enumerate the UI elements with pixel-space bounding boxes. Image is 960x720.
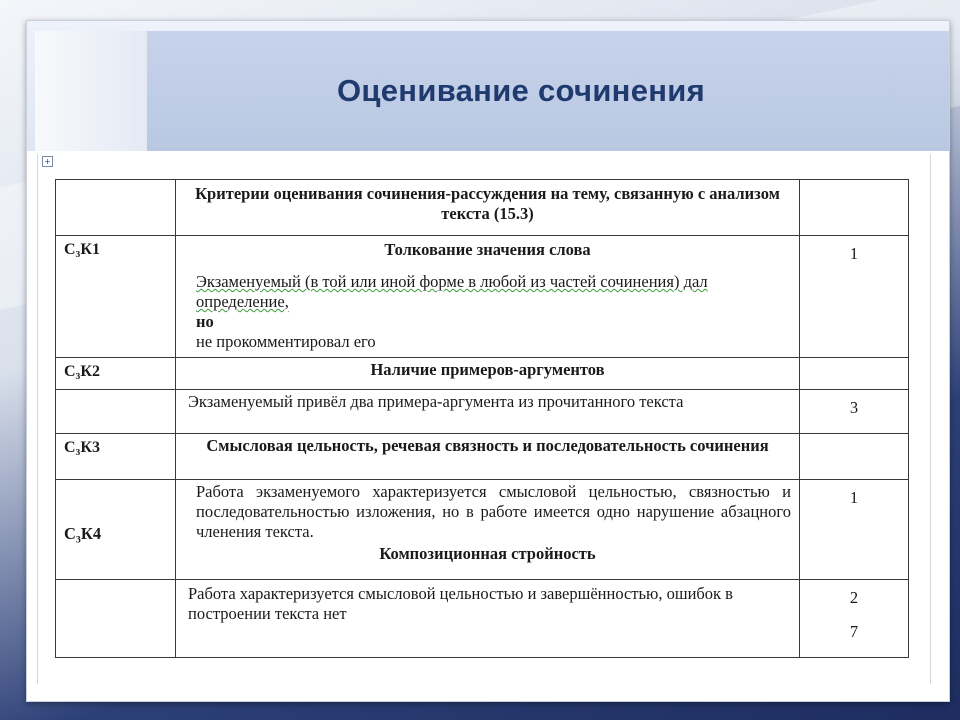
page-title: Оценивание сочинения bbox=[337, 73, 706, 108]
criterion-cell bbox=[176, 236, 800, 358]
criterion-score-cell bbox=[800, 580, 909, 658]
table-cell bbox=[56, 180, 176, 236]
slide-frame bbox=[26, 20, 950, 702]
criterion-description: Экзаменуемый (в той или иной форме в любой из частей сочинения) дал определение, bbox=[196, 272, 708, 311]
criterion-description: Работа экзаменуемого характеризуется смысловой цельностью, связностью и последовательностью изложения, но в работе имеется одно нарушение абзацного членения текста. bbox=[196, 482, 791, 541]
criterion-score: 1 bbox=[800, 480, 909, 580]
table-row bbox=[56, 434, 909, 480]
table-row bbox=[56, 580, 909, 658]
criteria-table bbox=[55, 179, 909, 658]
document-area bbox=[37, 154, 931, 684]
table-row bbox=[56, 390, 909, 434]
criterion-code: С₃К2 bbox=[56, 358, 176, 390]
table-header: Критерии оценивания сочинения-рассуждения на тему, связанную с анализом текста (15.3) bbox=[176, 180, 800, 236]
criterion-title: Смысловая цельность, речевая связность и последовательность сочинения bbox=[176, 434, 800, 480]
criterion-description-line: но bbox=[196, 312, 214, 331]
criterion-cell bbox=[176, 480, 800, 580]
table-cell bbox=[56, 480, 176, 580]
criterion-code: С₃К4 bbox=[64, 524, 102, 543]
criterion-code: С₃К1 bbox=[56, 236, 176, 358]
total-score: 7 bbox=[849, 622, 859, 641]
table-cell bbox=[56, 390, 176, 434]
criterion-code: С₃К3 bbox=[56, 434, 176, 480]
criterion-score: 3 bbox=[800, 390, 909, 434]
title-band bbox=[27, 21, 949, 151]
table-cell bbox=[800, 180, 909, 236]
criterion-score: 2 bbox=[849, 588, 859, 607]
criterion-description: Экзаменуемый привёл два примера-аргумента из прочитанного текста bbox=[176, 390, 800, 434]
criterion-score: 1 bbox=[800, 236, 909, 358]
table-row bbox=[56, 480, 909, 580]
criterion-description: Работа характеризуется смысловой цельностью и завершённостью, ошибок в построении текста нет bbox=[176, 580, 800, 658]
title-band-left bbox=[35, 31, 147, 151]
table-row bbox=[56, 358, 909, 390]
criterion-title: Наличие примеров-аргументов bbox=[176, 358, 800, 390]
criterion-title: Композиционная стройность bbox=[379, 544, 596, 563]
table-row bbox=[56, 236, 909, 358]
table-move-handle-icon[interactable]: + bbox=[42, 156, 53, 167]
table-cell bbox=[56, 580, 176, 658]
table-cell bbox=[800, 434, 909, 480]
table-cell bbox=[800, 358, 909, 390]
criterion-title: Толкование значения слова bbox=[384, 240, 591, 259]
table-row bbox=[56, 180, 909, 236]
criterion-description-line: не прокомментировал его bbox=[196, 332, 376, 351]
